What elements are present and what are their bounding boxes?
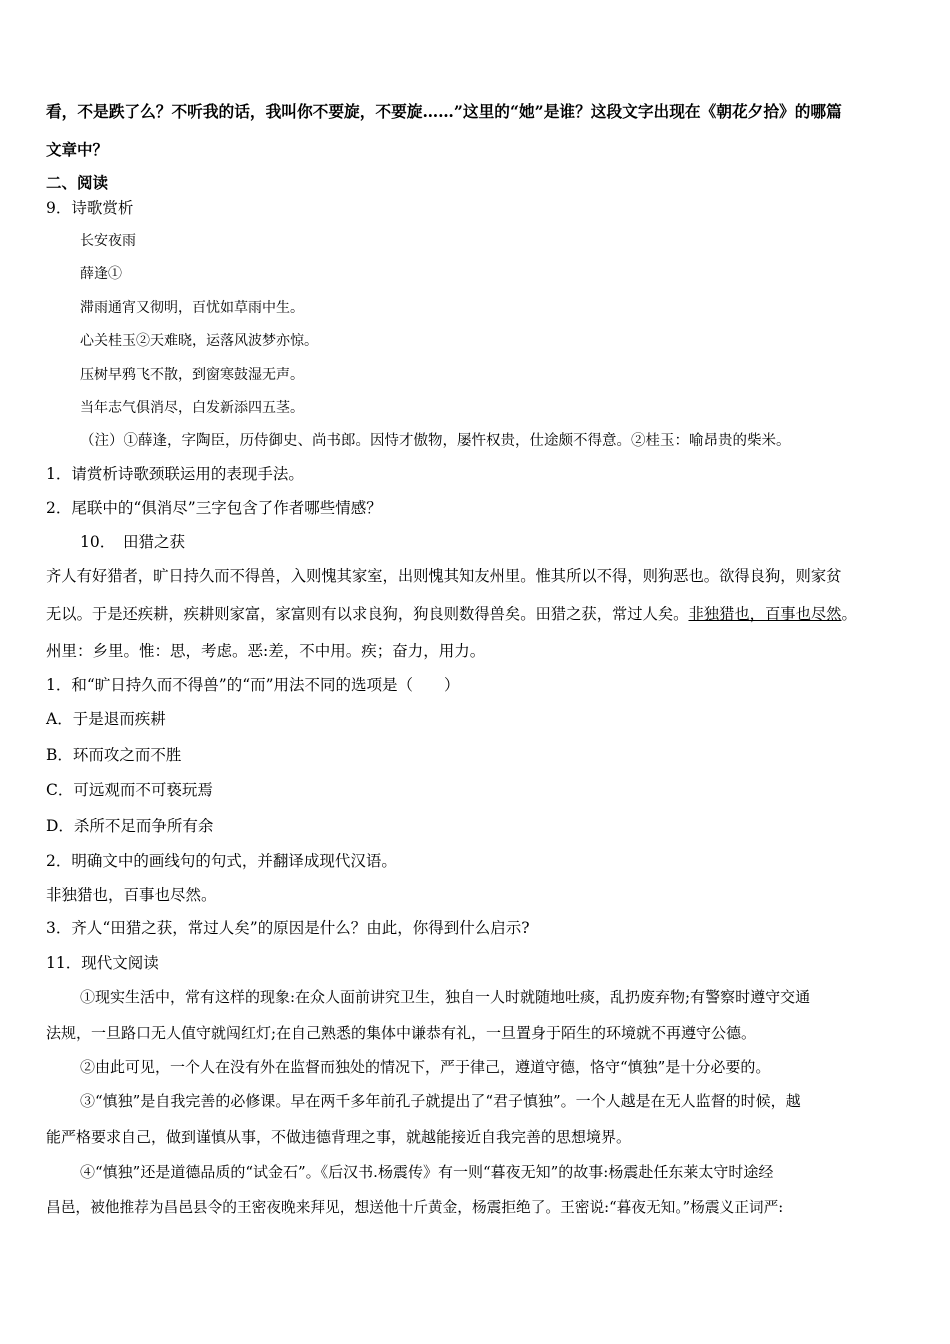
q9-sub-question: 1．请赏析诗歌颈联运用的表现手法。 — [46, 465, 304, 483]
q11-paragraph-line: ③“慎独”是自我完善的必修课。早在两千多年前孔子就提出了“君子慎独”。一个人越是在无人监督的时候，越 — [80, 1092, 801, 1110]
q10-text-line: 齐人有好猎者，旷日持久而不得兽，入则愧其家室，出则愧其知友州里。惟其所以不得，则狗恶也。欲得良狗，则家贫 — [46, 567, 842, 585]
underlined-sentence: 非独猎也，百事也尽然 — [688, 605, 842, 623]
q10-label: 10． 田猎之获 — [80, 533, 185, 551]
option-d: D．杀所不足而争所有余 — [46, 817, 214, 835]
intro-line-2: 文章中？ — [46, 140, 109, 159]
q10-sub-question: 1．和“旷日持久而不得兽”的“而”用法不同的选项是（ ） — [46, 676, 460, 694]
q10-sub-question: 3．齐人“田猎之获，常过人矣”的原因是什么？由此，你得到什么启示? — [46, 919, 530, 937]
q10-sub-question: 2．明确文中的画线句的句式，并翻译成现代汉语。 — [46, 852, 397, 870]
q10-text-line — [46, 604, 857, 624]
q11-paragraph-line: 法规，一旦路口无人值守就闯红灯;在自己熟悉的集体中谦恭有礼，一旦置身于陌生的环境就不再遵守公德。 — [46, 1024, 757, 1042]
poem-line: 心关桂玉②天难晓，运落风波梦亦惊。 — [80, 333, 318, 349]
q11-paragraph-line: 能严格要求自己，做到谨慎从事，不做违德背理之事，就越能接近自我完善的思想境界。 — [46, 1128, 632, 1146]
poem-poet: 薛逢① — [80, 266, 122, 282]
section-heading: 二、阅读 — [46, 173, 109, 192]
poem-line: 压树早鸦飞不散，到窗寒鼓湿无声。 — [80, 367, 304, 383]
poem-title: 长安夜雨 — [80, 233, 136, 249]
q11-label: 11．现代文阅读 — [46, 954, 159, 972]
poem-note: （注）①薛逢，字陶臣，历侍御史、尚书郎。因恃才傲物，屡忤权贵，仕途颇不得意。②桂玉：喻昂贵的柴米。 — [80, 433, 791, 449]
option-c: C．可远观而不可亵玩焉 — [46, 781, 213, 799]
q10-text-end: 。 — [841, 605, 857, 623]
q9-label: 9．诗歌赏析 — [46, 199, 134, 217]
poem-line: 滞雨通宵又彻明，百忧如草雨中生。 — [80, 300, 304, 316]
q11-paragraph-line: 昌邑，被他推荐为昌邑县令的王密夜晚来拜见，想送他十斤黄金，杨震拒绝了。王密说:“暮夜无知。”杨震义正词严: — [46, 1199, 784, 1216]
q11-paragraph-line: ②由此可见，一个人在没有外在监督而独处的情况下，严于律己，遵道守德，恪守“慎独”是十分必要的。 — [80, 1058, 771, 1076]
option-a: A．于是退而疾耕 — [46, 710, 166, 728]
q9-sub-question: 2．尾联中的“俱消尽”三字包含了作者哪些情感？ — [46, 499, 382, 517]
option-b: B．环而攻之而不胜 — [46, 746, 182, 764]
intro-line-1: 看，不是跌了么？不听我的话，我叫你不要旋，不要旋……”这里的“她”是谁？这段文字出现在《朝花夕拾》的哪篇 — [46, 102, 842, 121]
q11-paragraph-line: ①现实生活中，常有这样的现象:在众人面前讲究卫生，独自一人时就随地吐痰，乱扔废弃物;有警察时遵守交通 — [80, 988, 811, 1006]
q10-sentence: 非独猎也，百事也尽然。 — [46, 886, 217, 904]
q10-glossary: 州里：乡里。惟：思，考虑。恶:差，不中用。疾；奋力，用力。 — [46, 642, 486, 660]
q11-paragraph-line: ④“慎独”还是道德品质的“试金石”。《后汉书.杨震传》有一则“暮夜无知”的故事:杨震赴任东莱太守时途经 — [80, 1163, 774, 1181]
poem-line: 当年志气俱消尽，白发新添四五茎。 — [80, 400, 304, 416]
q10-text-plain: 无以。于是还疾耕，疾耕则家富，家富则有以求良狗，狗良则数得兽矣。田猎之获，常过人矣。 — [46, 605, 689, 623]
